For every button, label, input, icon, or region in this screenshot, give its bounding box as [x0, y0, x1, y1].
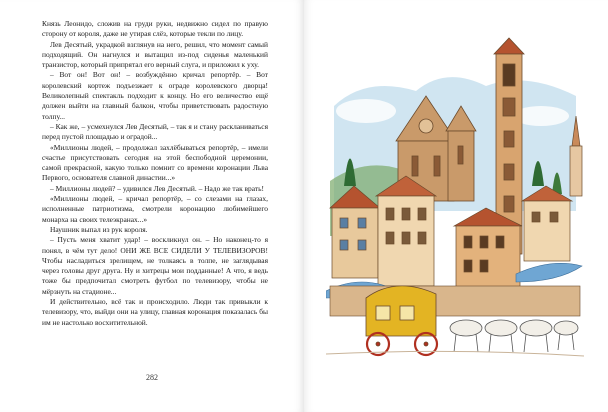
paragraph: «Миллионы людей, – кричал репортёр, – со слезами на глазах, исполненные патриотизма, смотрели коронацию любимейшего монарха на своих телеэкранах...» [42, 194, 268, 224]
paragraph: – Вот он! Вот он! – возбуждённо кричал репортёр. – Вот королевский кортеж подъезжает к ограде королевского дворца! Великолепный спектакль подходит к концу. Но его величество ещё должен выйти на главный балкон, чтобы приветствовать радостную толпу... [42, 70, 268, 121]
paragraph: – Пусть меня хватит удар! – воскликнул он. – Но наконец-то я понял, в чём тут дело! ОНИ ЖЕ ВСЕ СИДЕЛИ У ТЕЛЕВИЗОРОВ! Чтобы насладиться зрелищем, не толкаясь в толпе, не заглядывая через головы друг друга. Ну и хитрецы мои подданные! А что, я ведь тоже бы предпочитал смотреть футбол по телевизору, чтобы не мёрзнуть на стадионе... [42, 235, 268, 296]
paragraph: Лев Десятый, украдкой взглянув на него, решил, что момент самый подходящий. Он нагнулся и вытащил из-под сиденья маленький транзистор, который припрятал его верный слуга, и приложил к уху. [42, 39, 268, 70]
paragraph: И действительно, всё так и происходило. Люди так привыкли к телевизору, что, выйди они на улицу, главная коронация показалась бы им не настолько восхитительной. [42, 297, 268, 327]
horses [450, 320, 578, 352]
page-number: 282 [146, 373, 158, 382]
banner-right [516, 263, 582, 282]
cloud [336, 99, 396, 123]
paragraph: Князь Леонидо, сложив на груди руки, недвижно сидел по правую сторону от короля, даже не утирая слёз, которые текли по лицу. [42, 19, 268, 39]
ground-wash [326, 351, 584, 356]
city-illustration [326, 36, 586, 366]
paragraph: «Миллионы людей, – продолжал захлёбываться репортёр, – имели счастье присутствовать сегодня на этой беспободной церемонии, самой прекрасной, какую только помнит со времени коронации Льва Первого, основателя славной династии...» [42, 142, 268, 183]
paragraph: – Как же, – усмехнулся Лев Десятый, – так я и стану раскланиваться перед пустой площадью и оградой... [42, 121, 268, 142]
paragraph: – Миллионы людей? – удивился Лев Десятый. – Надо же так врать! [50, 183, 264, 193]
body-text [42, 19, 268, 328]
right-page [304, 0, 608, 412]
paragraph: Наушник выпал из рук короля. [50, 224, 148, 234]
royal-carriage [366, 286, 437, 355]
